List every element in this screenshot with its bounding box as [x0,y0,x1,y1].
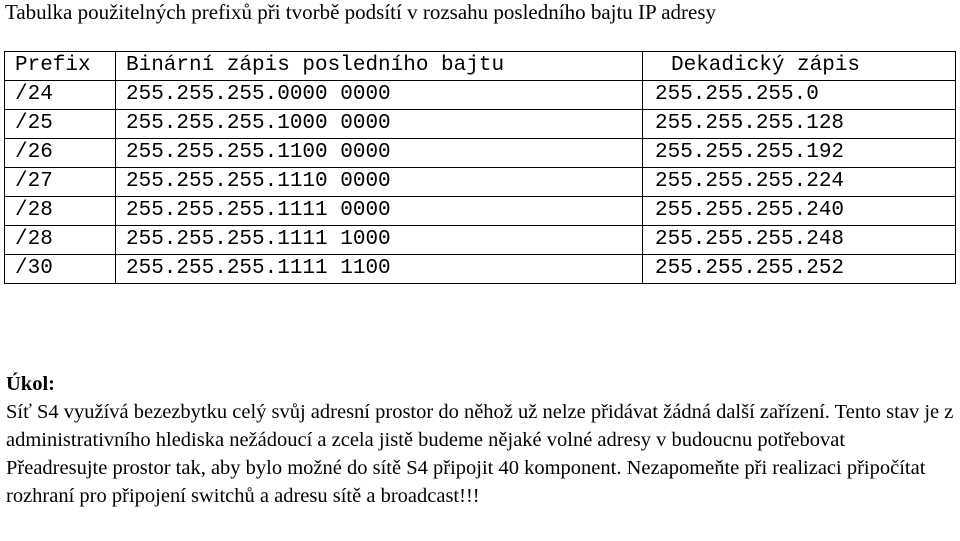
cell-binary: 255.255.255.0000 0000 [116,81,643,110]
cell-decimal: 255.255.255.248 [643,226,956,255]
cell-prefix: /28 [5,226,116,255]
cell-binary: 255.255.255.1111 0000 [116,197,643,226]
table-row [5,110,956,139]
cell-binary: 255.255.255.1111 1100 [116,255,643,284]
cell-prefix: /26 [5,139,116,168]
cell-decimal: 255.255.255.192 [643,139,956,168]
prefix-table [4,51,956,284]
cell-prefix: /24 [5,81,116,110]
table-row [5,139,956,168]
cell-binary: 255.255.255.1110 0000 [116,168,643,197]
cell-decimal: 255.255.255.128 [643,110,956,139]
cell-prefix: /25 [5,110,116,139]
table-row [5,81,956,110]
header-decimal: Dekadický zápis [671,54,861,77]
header-prefix: Prefix [5,52,116,81]
cell-prefix: /30 [5,255,116,284]
cell-binary: 255.255.255.1000 0000 [116,110,643,139]
table-header-row [5,52,956,81]
task-section [6,370,954,510]
cell-decimal: 255.255.255.240 [643,197,956,226]
task-heading: Úkol: [6,373,55,395]
table-row [5,226,956,255]
table-row [5,168,956,197]
cell-decimal: 255.255.255.0 [643,81,956,110]
cell-prefix: /27 [5,168,116,197]
header-decimal-cell [643,52,956,81]
header-binary: Binární zápis posledního bajtu [116,52,643,81]
page-title: Tabulka použitelných prefixů při tvorbě podsítí v rozsahu posledního bajtu IP adresy [5,0,717,24]
cell-decimal: 255.255.255.224 [643,168,956,197]
cell-binary: 255.255.255.1100 0000 [116,139,643,168]
table-row [5,255,956,284]
cell-binary: 255.255.255.1111 1000 [116,226,643,255]
prefix-table-body [5,52,956,284]
cell-prefix: /28 [5,197,116,226]
cell-decimal: 255.255.255.252 [643,255,956,284]
task-paragraph-1: Síť S4 využívá bezezbytku celý svůj adresní prostor do něhož už nelze přidávat žádná další zařízení. Tento stav je z administrativního hlediska nežádoucí a zcela jistě budeme nějaké volné adresy v budoucnu potřebovat [6,401,954,451]
task-paragraph-2: Přeadresujte prostor tak, aby bylo možné do sítě S4 připojit 40 komponent. Nezapomeňte při realizaci připočítat rozhraní pro připojení switchů a adresu sítě a broadcast!!! [6,457,926,507]
table-row [5,197,956,226]
